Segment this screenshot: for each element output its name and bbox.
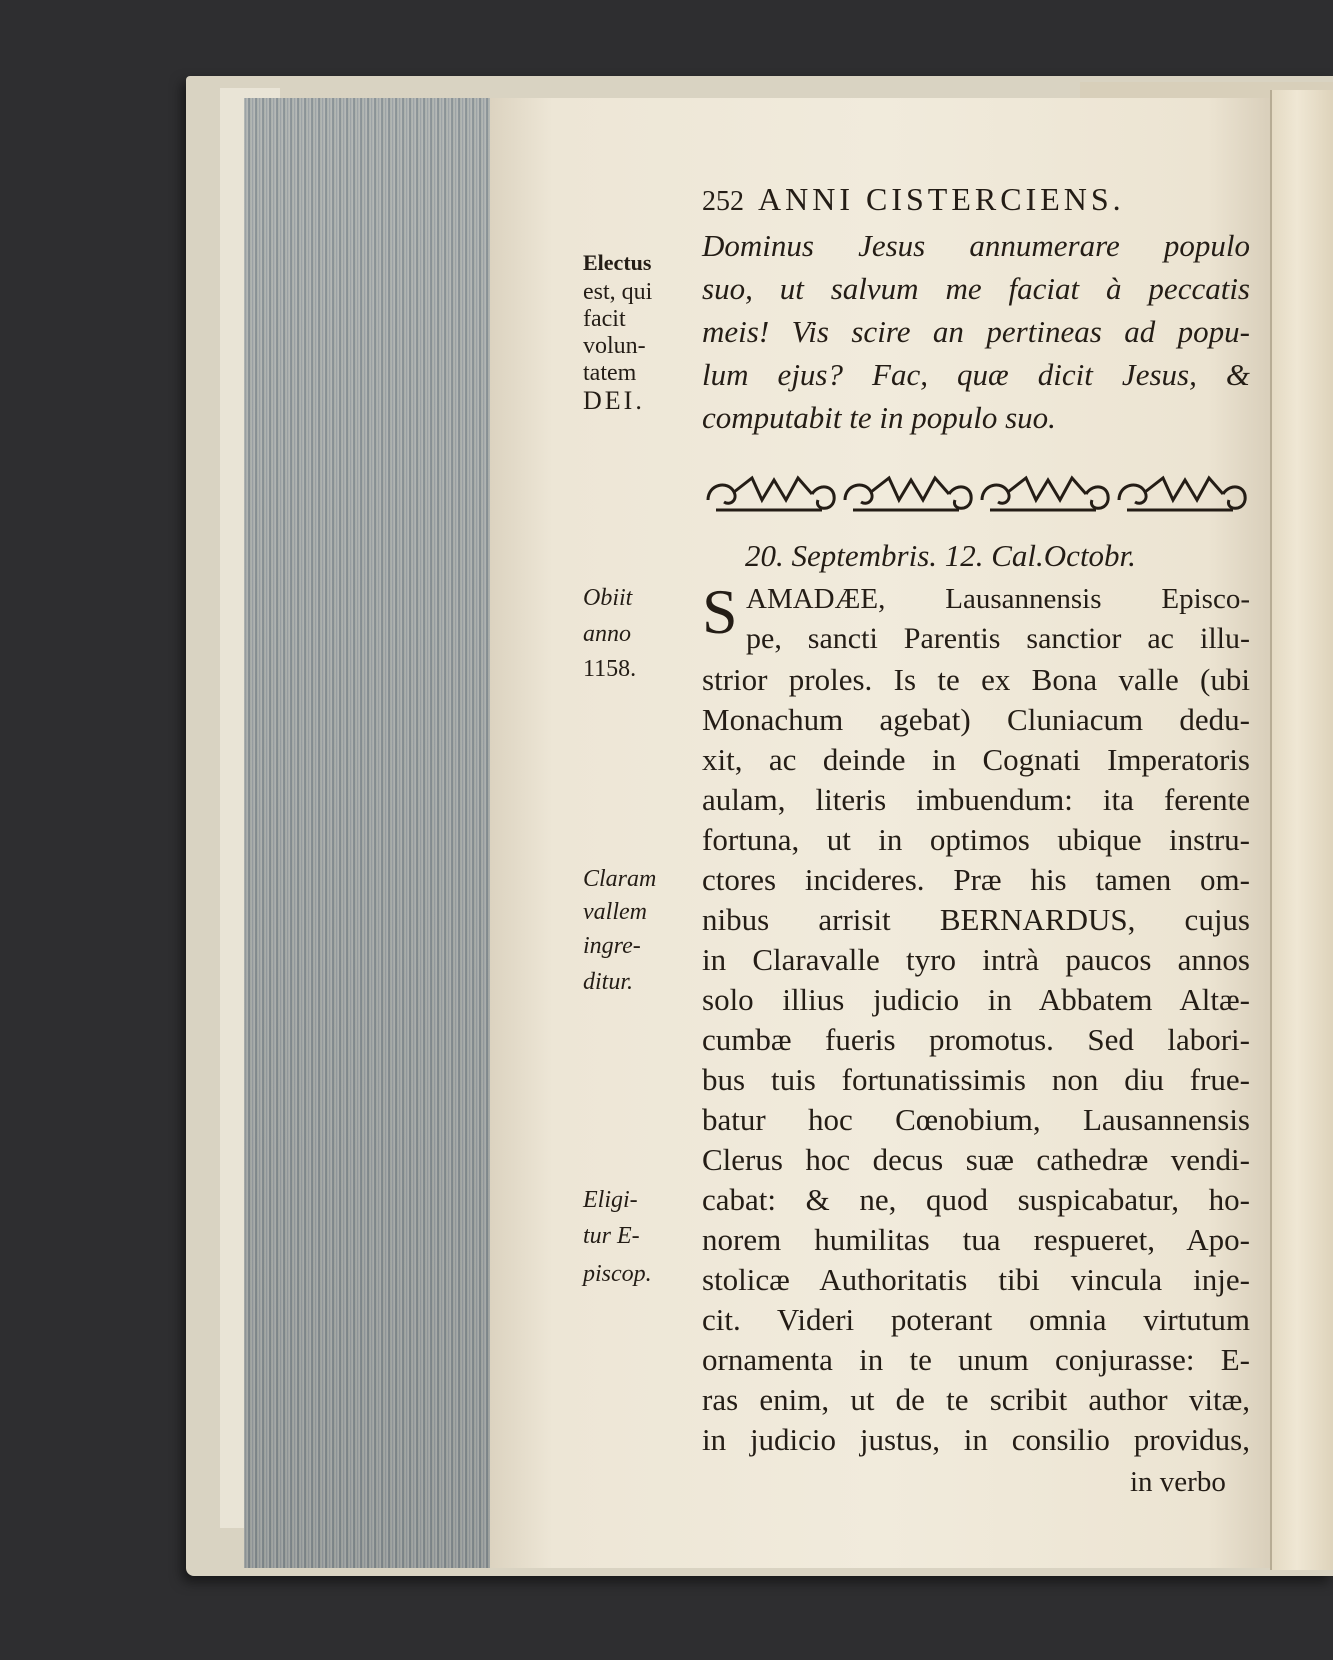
body-line: nibus arrisit BERNARDUS, cujus [702, 902, 1250, 937]
entry-second-line: pe, sancti Parentis sanctior ac illu- [746, 622, 1250, 655]
body-line: Monachum agebat) Cluniacum dedu- [702, 702, 1250, 737]
drop-cap: S [702, 576, 738, 647]
margin-note-line: Obiit [583, 585, 633, 611]
margin-note-line: est, qui [583, 279, 653, 305]
body-line: in Claravalle tyro intrà paucos annos [702, 942, 1250, 977]
margin-note-line: anno [583, 621, 631, 647]
body-line: norem humilitas tua respueret, Apo- [702, 1222, 1250, 1257]
margin-note-line: volun- [583, 333, 646, 359]
upper-text-line: lum ejus? Fac, quæ dicit Jesus, & [702, 357, 1250, 392]
body-line: Clerus hoc decus suæ cathedræ vendi- [702, 1142, 1250, 1177]
margin-note-line: ditur. [583, 969, 634, 995]
upper-text-line: computabit te in populo suo. [702, 400, 1056, 435]
facing-page-edge [1270, 90, 1333, 1570]
dateline: 20. Septembris. 12. Cal.Octobr. [745, 538, 1136, 573]
margin-note-line: vallem [583, 899, 647, 925]
upper-text-line: meis! Vis scire an pertineas ad popu- [702, 314, 1250, 349]
body-line: in judicio justus, in consilio providus, [702, 1422, 1250, 1457]
body-line: batur hoc Cœnobium, Lausannensis [702, 1102, 1250, 1137]
catchword: in verbo [1130, 1466, 1226, 1498]
running-head [702, 181, 1125, 218]
head-piece-ornament [702, 470, 1250, 520]
page-edges-stack [244, 98, 494, 1568]
margin-note-line: Electus [583, 250, 652, 275]
margin-note-line: 1158. [583, 656, 637, 682]
body-line: strior proles. Is te ex Bona valle (ubi [702, 662, 1250, 697]
margin-note-line: DEI. [583, 386, 645, 415]
body-line: stolicæ Authoritatis tibi vincula inje- [702, 1262, 1250, 1297]
body-line: ras enim, ut de te scribit author vitæ, [702, 1382, 1250, 1417]
margin-note-line: Eligi- [583, 1187, 638, 1213]
margin-note-line: ingre- [583, 933, 641, 959]
body-line: aulam, literis imbuendum: ita ferente [702, 782, 1250, 817]
running-head-title: ANNI CISTERCIENS. [758, 181, 1125, 217]
page-number: 252 [702, 186, 744, 217]
body-line: ctores incideres. Præ his tamen om- [702, 862, 1250, 897]
body-line: cumbæ fueris promotus. Sed labori- [702, 1022, 1250, 1057]
upper-text-line: suo, ut salvum me faciat à peccatis [702, 271, 1250, 306]
body-line: fortuna, ut in optimos ubique instru- [702, 822, 1250, 857]
margin-note-line: Claram [583, 866, 657, 892]
margin-note-line: facit [583, 306, 626, 332]
body-line: cit. Videri poterant omnia virtutum [702, 1302, 1250, 1337]
body-line: cabat: & ne, quod suspicabatur, ho- [702, 1182, 1250, 1217]
margin-note-line: tur E- [583, 1223, 640, 1249]
margin-note-line: tatem [583, 360, 637, 386]
body-line: xit, ac deinde in Cognati Imperatoris [702, 742, 1250, 777]
margin-note-line: piscop. [583, 1261, 652, 1287]
body-line: solo illius judicio in Abbatem Altæ- [702, 982, 1250, 1017]
upper-text-line: Dominus Jesus annumerare populo [702, 228, 1250, 263]
body-line: ornamenta in te unum conjurasse: E- [702, 1342, 1250, 1377]
body-line: bus tuis fortunatissimis non diu frue- [702, 1062, 1250, 1097]
entry-first-line: AMADÆE, Lausannensis Episco- [746, 583, 1250, 615]
